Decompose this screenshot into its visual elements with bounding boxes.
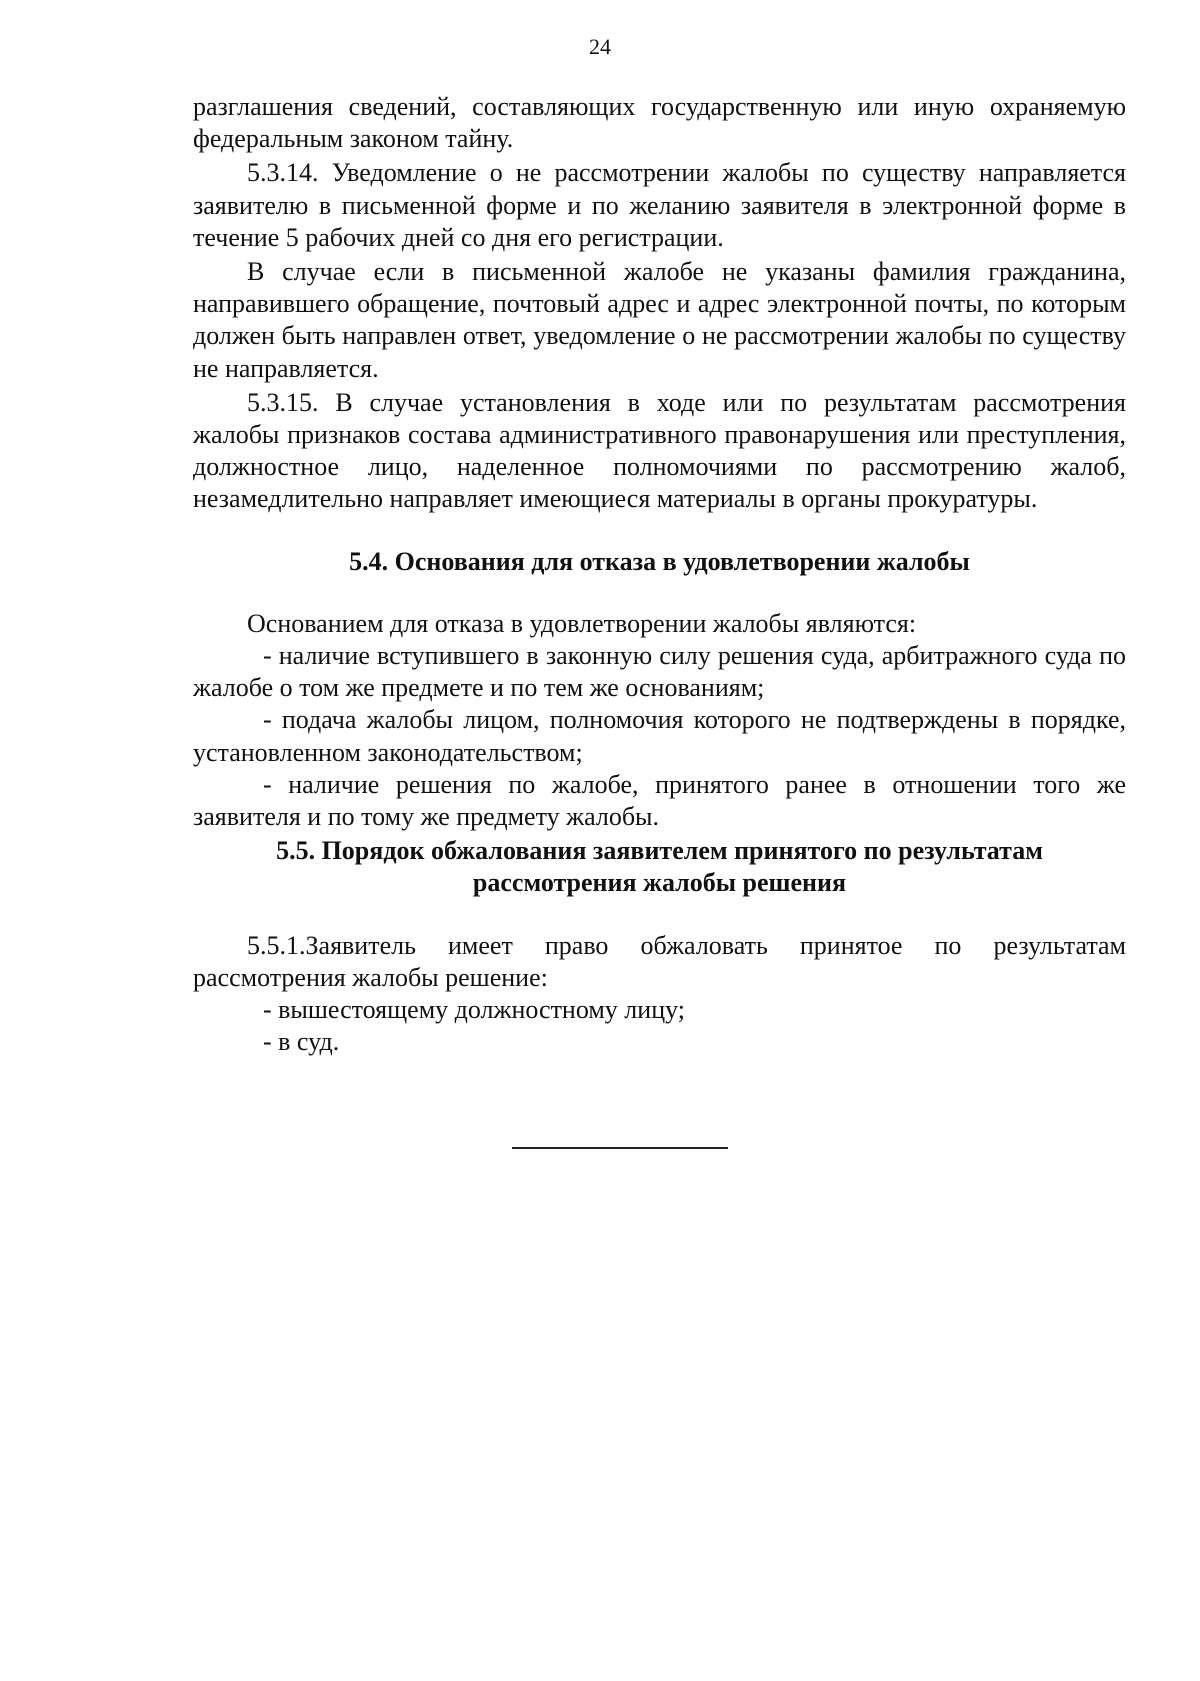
end-of-text-rule (512, 1147, 728, 1149)
section-5-4-item: - наличие решения по жалобе, принятого ранее в отношении того же заявителя и по тому же предмету жалобы. (193, 769, 1126, 832)
section-5-5-item: - в суд. (263, 1027, 340, 1057)
section-5-4-heading: 5.4. Основания для отказа в удовлетворении жалобы (349, 546, 970, 576)
paragraph-case-no-surname: В случае если в письменной жалобе не указаны фамилия гражданина, направившего обращение, почтовый адрес и адрес электронной почты, по которым должен быть направлен ответ, уведомление о не рассмотрении жалобы по существу не направляется. (193, 257, 1126, 383)
page-number: 24 (589, 34, 611, 59)
section-5-5-heading-line2: рассмотрения жалобы решения (472, 868, 847, 898)
document-body (193, 91, 1126, 1058)
section-5-4-item: - подача жалобы лицом, полномочия которого не подтверждены в порядке, установленном законодательством; (193, 705, 1126, 767)
section-5-4-intro: Основанием для отказа в удовлетворении жалобы являются: (247, 608, 917, 638)
paragraph-5-3-14: 5.3.14. Уведомление о не рассмотрении жалобы по существу направляется заявителю в письменной форме и по желанию заявителя в электронной форме в течение 5 рабочих дней со дня его регистрации. (193, 158, 1126, 252)
paragraph-continuation: разглашения сведений, составляющих государственную или иную охраняемую федеральным законом тайну. (193, 92, 1126, 154)
section-5-4-item: - наличие вступившего в законную силу решения суда, арбитражного суда по жалобе о том же предмете и по тем же основаниям; (193, 641, 1126, 703)
paragraph-5-3-15: 5.3.15. В случае установления в ходе или по результатам рассмотрения жалобы признаков состава административного правонарушения или преступления, должностное лицо, наделенное полномочиями по рассмотрению жалоб, незамедлительно направляет имеющиеся материалы в органы прокуратуры. (193, 387, 1126, 514)
section-5-5-heading-line1: 5.5. Порядок обжалования заявителем принятого по результатам (276, 836, 1043, 866)
paragraph-5-5-1: 5.5.1.Заявитель имеет право обжаловать принятое по результатам рассмотрения жалобы решение: (193, 930, 1126, 992)
section-5-5-item: - вышестоящему должностному лицу; (263, 995, 685, 1025)
